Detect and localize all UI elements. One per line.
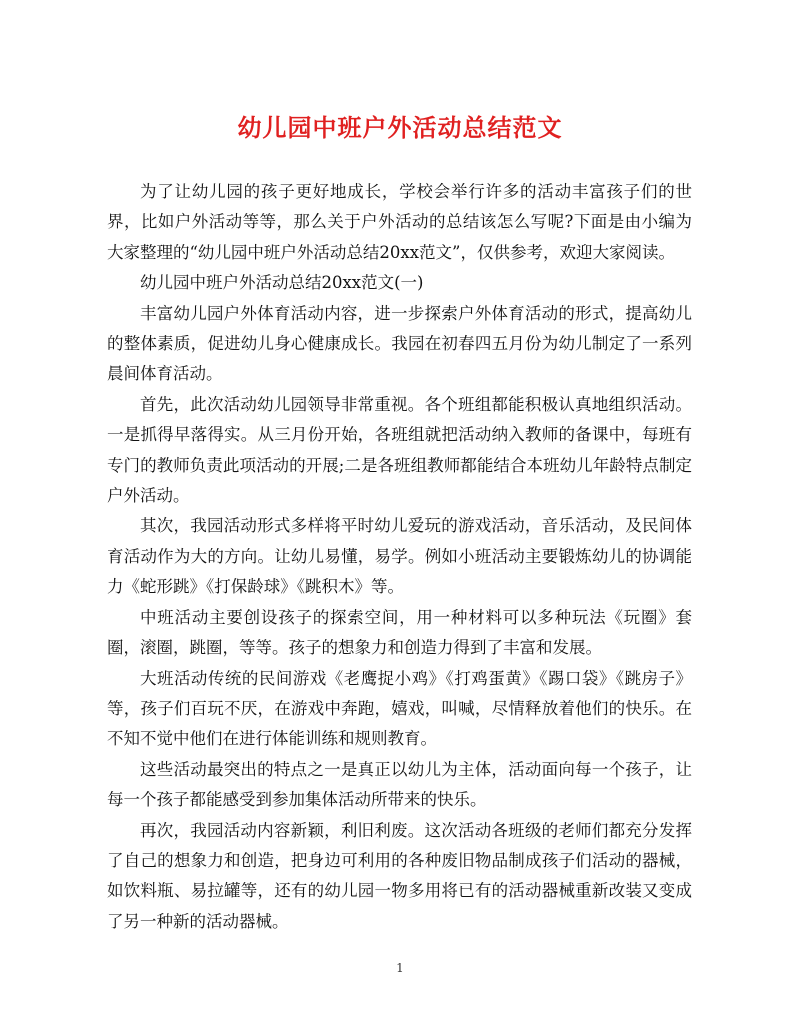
paragraph-first: 首先，此次活动幼儿园领导非常重视。各个班组都能积极认真地组织活动。一是抓得早落得实。从三月份开始，各班组就把活动纳入教师的备课中，每班有专门的教师负责此项活动的开展;二是各班组教师都能结合本班幼儿年龄特点制定户外活动。 [107, 394, 692, 506]
paragraph-middle-class: 中班活动主要创设孩子的探索空间，用一种材料可以多种玩法《玩圈》套圈，滚圈，跳圈，等等。孩子的想象力和创造力得到了丰富和发展。 [107, 607, 692, 658]
paragraph-feature: 这些活动最突出的特点之一是真正以幼儿为主体，活动面向每一个孩子，让每一个孩子都能感受到参加集体活动所带来的快乐。 [107, 759, 692, 810]
paragraph-senior-class: 大班活动传统的民间游戏《老鹰捉小鸡》《打鸡蛋黄》《踢口袋》《跳房子》等，孩子们百玩不厌，在游戏中奔跑，嬉戏，叫喊，尽情释放着他们的快乐。在不知不觉中他们在进行体能训练和规则教育。 [107, 668, 692, 749]
page-number: 1 [396, 961, 404, 975]
paragraph-third: 再次，我园活动内容新颖，利旧利废。这次活动各班级的老师们都充分发挥了自己的想象力和创造，把身边可利用的各种废旧物品制成孩子们活动的器械，如饮料瓶、易拉罐等，还有的幼儿园一物多用将已有的活动器械重新改装又变成了另一种新的活动器械。 [107, 820, 692, 931]
paragraph-purpose: 丰富幼儿园户外体育活动内容，进一步探索户外体育活动的形式，提高幼儿的整体素质，促进幼儿身心健康成长。我园在初春四五月份为幼儿制定了一系列晨间体育活动。 [107, 303, 692, 384]
document-body [107, 177, 692, 937]
paragraph-second: 其次，我园活动形式多样将平时幼儿爱玩的游戏活动，音乐活动，及民间体育活动作为大的方向。让幼儿易懂，易学。例如小班活动主要锻炼幼儿的协调能力《蛇形跳》《打保龄球》《跳积木》等。 [107, 516, 692, 597]
paragraph-intro: 为了让幼儿园的孩子更好地成长，学校会举行许多的活动丰富孩子们的世界，比如户外活动等等，那么关于户外活动的总结该怎么写呢?下面是由小编为大家整理的“幼儿园中班户外活动总结20xx范文”，仅供参考，欢迎大家阅读。 [107, 182, 692, 262]
document-title: 幼儿园中班户外活动总结范文 [237, 114, 563, 142]
section-heading: 幼儿园中班户外活动总结20xx范文(一) [140, 273, 424, 293]
